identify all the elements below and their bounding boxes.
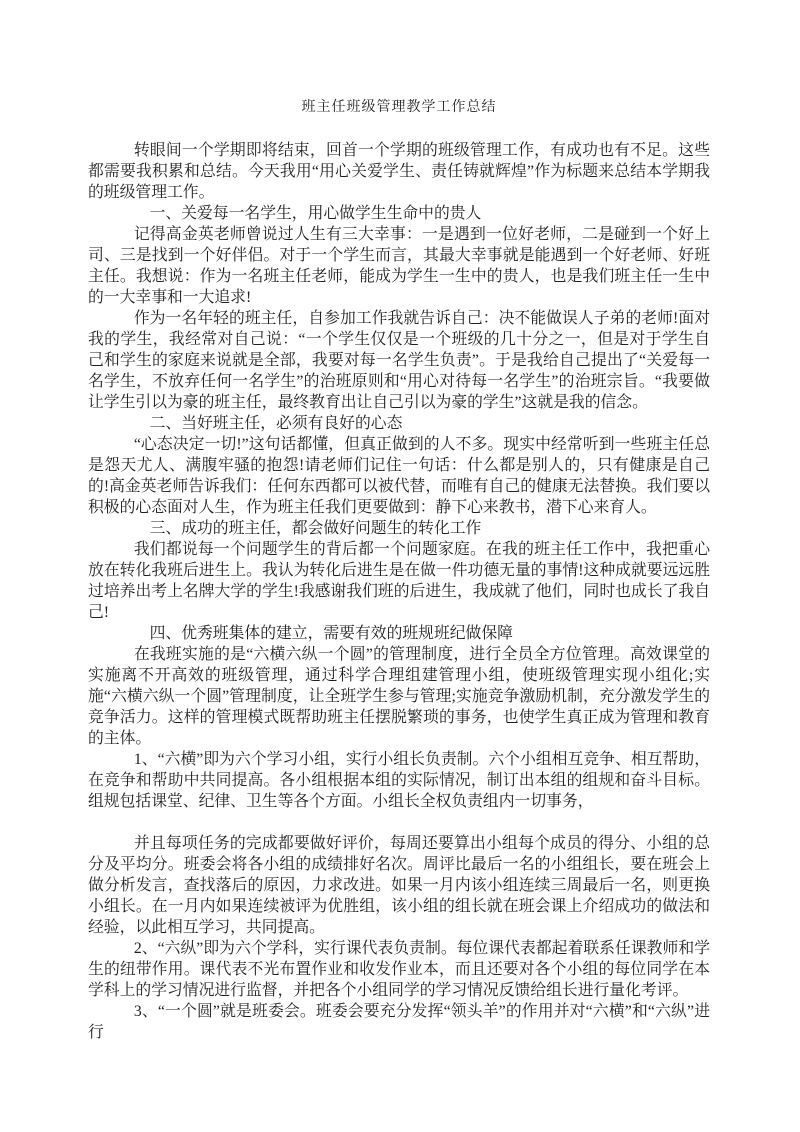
- paragraph-sec3-a: 我们都说每一个问题学生的背后都一个问题家庭。在我的班主任工作中，我把重心放在转化我班后进生上。我认为转化后进生是在做一件功德无量的事情!这种成就要远远胜过培养出考上名牌大学的学生!我感谢我们班的后进生，我成就了他们，同时也成长了我自己!: [88, 541, 710, 621]
- paragraph-sec1-b: 作为一名年轻的班主任，自参加工作我就告诉自己：决不能做误人子弟的老师!面对我的学生，我经常对自己说：“一个学生仅仅是一个班级的几十分之一，但是对于学生自己和学生的家庭来说就是全部，我要对每一名学生负责”。于是我给自己提出了“关爱每一名学生，不放弃任何一名学生”的治班原则和“用心对待每一名学生”的治班宗旨。“我要做让学生引以为豪的班主任，最终教育出让自己引以为豪的学生”这就是我的信念。: [88, 310, 710, 411]
- blank-line: [88, 812, 710, 833]
- document-title: 班主任班级管理教学工作总结: [301, 100, 497, 115]
- paragraph-item-1-cont: 并且每项任务的完成都要做好评价，每周还要算出小组每个成员的得分、小组的总分及平均分。班委会将各小组的成绩排好名次。周评比最后一名的小组组长，要在班会上做分析发言，查找落后的原因，力求改进。如果一月内该小组连续三周最后一名，则更换小组长。在一月内如果连续被评为优胜组，该小组的组长就在班会课上介绍成功的做法和经验，以此相互学习，共同提高。: [88, 835, 710, 936]
- paragraph-sec2-a: “心态决定一切!”这句话都懂，但真正做到的人不多。现实中经常听到一些班主任总是怨天尤人、满腹牢骚的抱怨!请老师们记住一句话：什么都是别人的，只有健康是自己的!高金英老师告诉我们：任何东西都可以被代替，而唯有自己的健康无法替换。我们要以积极的心态面对人生，作为班主任我们更要做到：静下心来教书，潜下心来育人。: [88, 436, 710, 516]
- paragraph-sec1-a: 记得高金英老师曾说过人生有三大幸事：一是遇到一位好老师，二是碰到一个好上司、三是找到一个好伴侣。对于一个学生而言，其最大幸事就是能遇到一个好老师、好班主任。我想说：作为一名班主任老师，能成为学生一生中的贵人，也是我们班主任一生中的一大幸事和一大追求!: [88, 226, 710, 306]
- paragraph-item-3: 3、“一个圆”就是班委会。班委会要充分发挥“领头羊”的作用并对“六横”和“六纵”进行: [88, 1003, 710, 1041]
- section-heading-3: 三、成功的班主任，都会做好问题生的转化工作: [149, 520, 482, 537]
- section-heading-1: 一、关爱每一名学生，用心做学生生命中的贵人: [149, 205, 482, 222]
- section-heading-2: 二、当好班主任，必须有良好的心态: [149, 415, 403, 432]
- paragraph-intro: 转眼间一个学期即将结束，回首一个学期的班级管理工作，有成功也有不足。这些都需要我积累和总结。今天我用“用心关爱学生、责任铸就辉煌”作为标题来总结本学期我的班级管理工作。: [88, 142, 710, 201]
- paragraph-item-1: 1、“六横”即为六个学习小组，实行小组长负责制。六个小组相互竞争、相互帮助，在竞争和帮助中共同提高。各小组根据本组的实际情况，制订出本组的组规和奋斗目标。组规包括课堂、纪律、卫生等各个方面。小组长全权负责组内一切事务，: [88, 751, 710, 810]
- document-content: [88, 97, 710, 1043]
- paragraph-sec4-a: 在我班实施的是“六横六纵一个圆”的管理制度，进行全员全方位管理。高效课堂的实施离不开高效的班级管理，通过科学合理组建管理小组，使班级管理实现小组化;实施“六横六纵一个圆”管理制度，让全班学生参与管理;实施竞争激励机制，充分激发学生的竞争活力。这样的管理模式既帮助班主任摆脱繁琐的事务，也使学生真正成为管理和教育的主体。: [88, 646, 710, 747]
- paragraph-item-2: 2、“六纵”即为六个学科，实行课代表负责制。每位课代表都起着联系任课教师和学生的纽带作用。课代表不光布置作业和收发作业本，而且还要对各个小组的每位同学在本学科上的学习情况进行监督，并把各个小组同学的学习情况反馈给组长进行量化考评。: [88, 940, 710, 999]
- section-heading-4: 四、优秀班集体的建立，需要有效的班规班纪做保障: [149, 625, 513, 642]
